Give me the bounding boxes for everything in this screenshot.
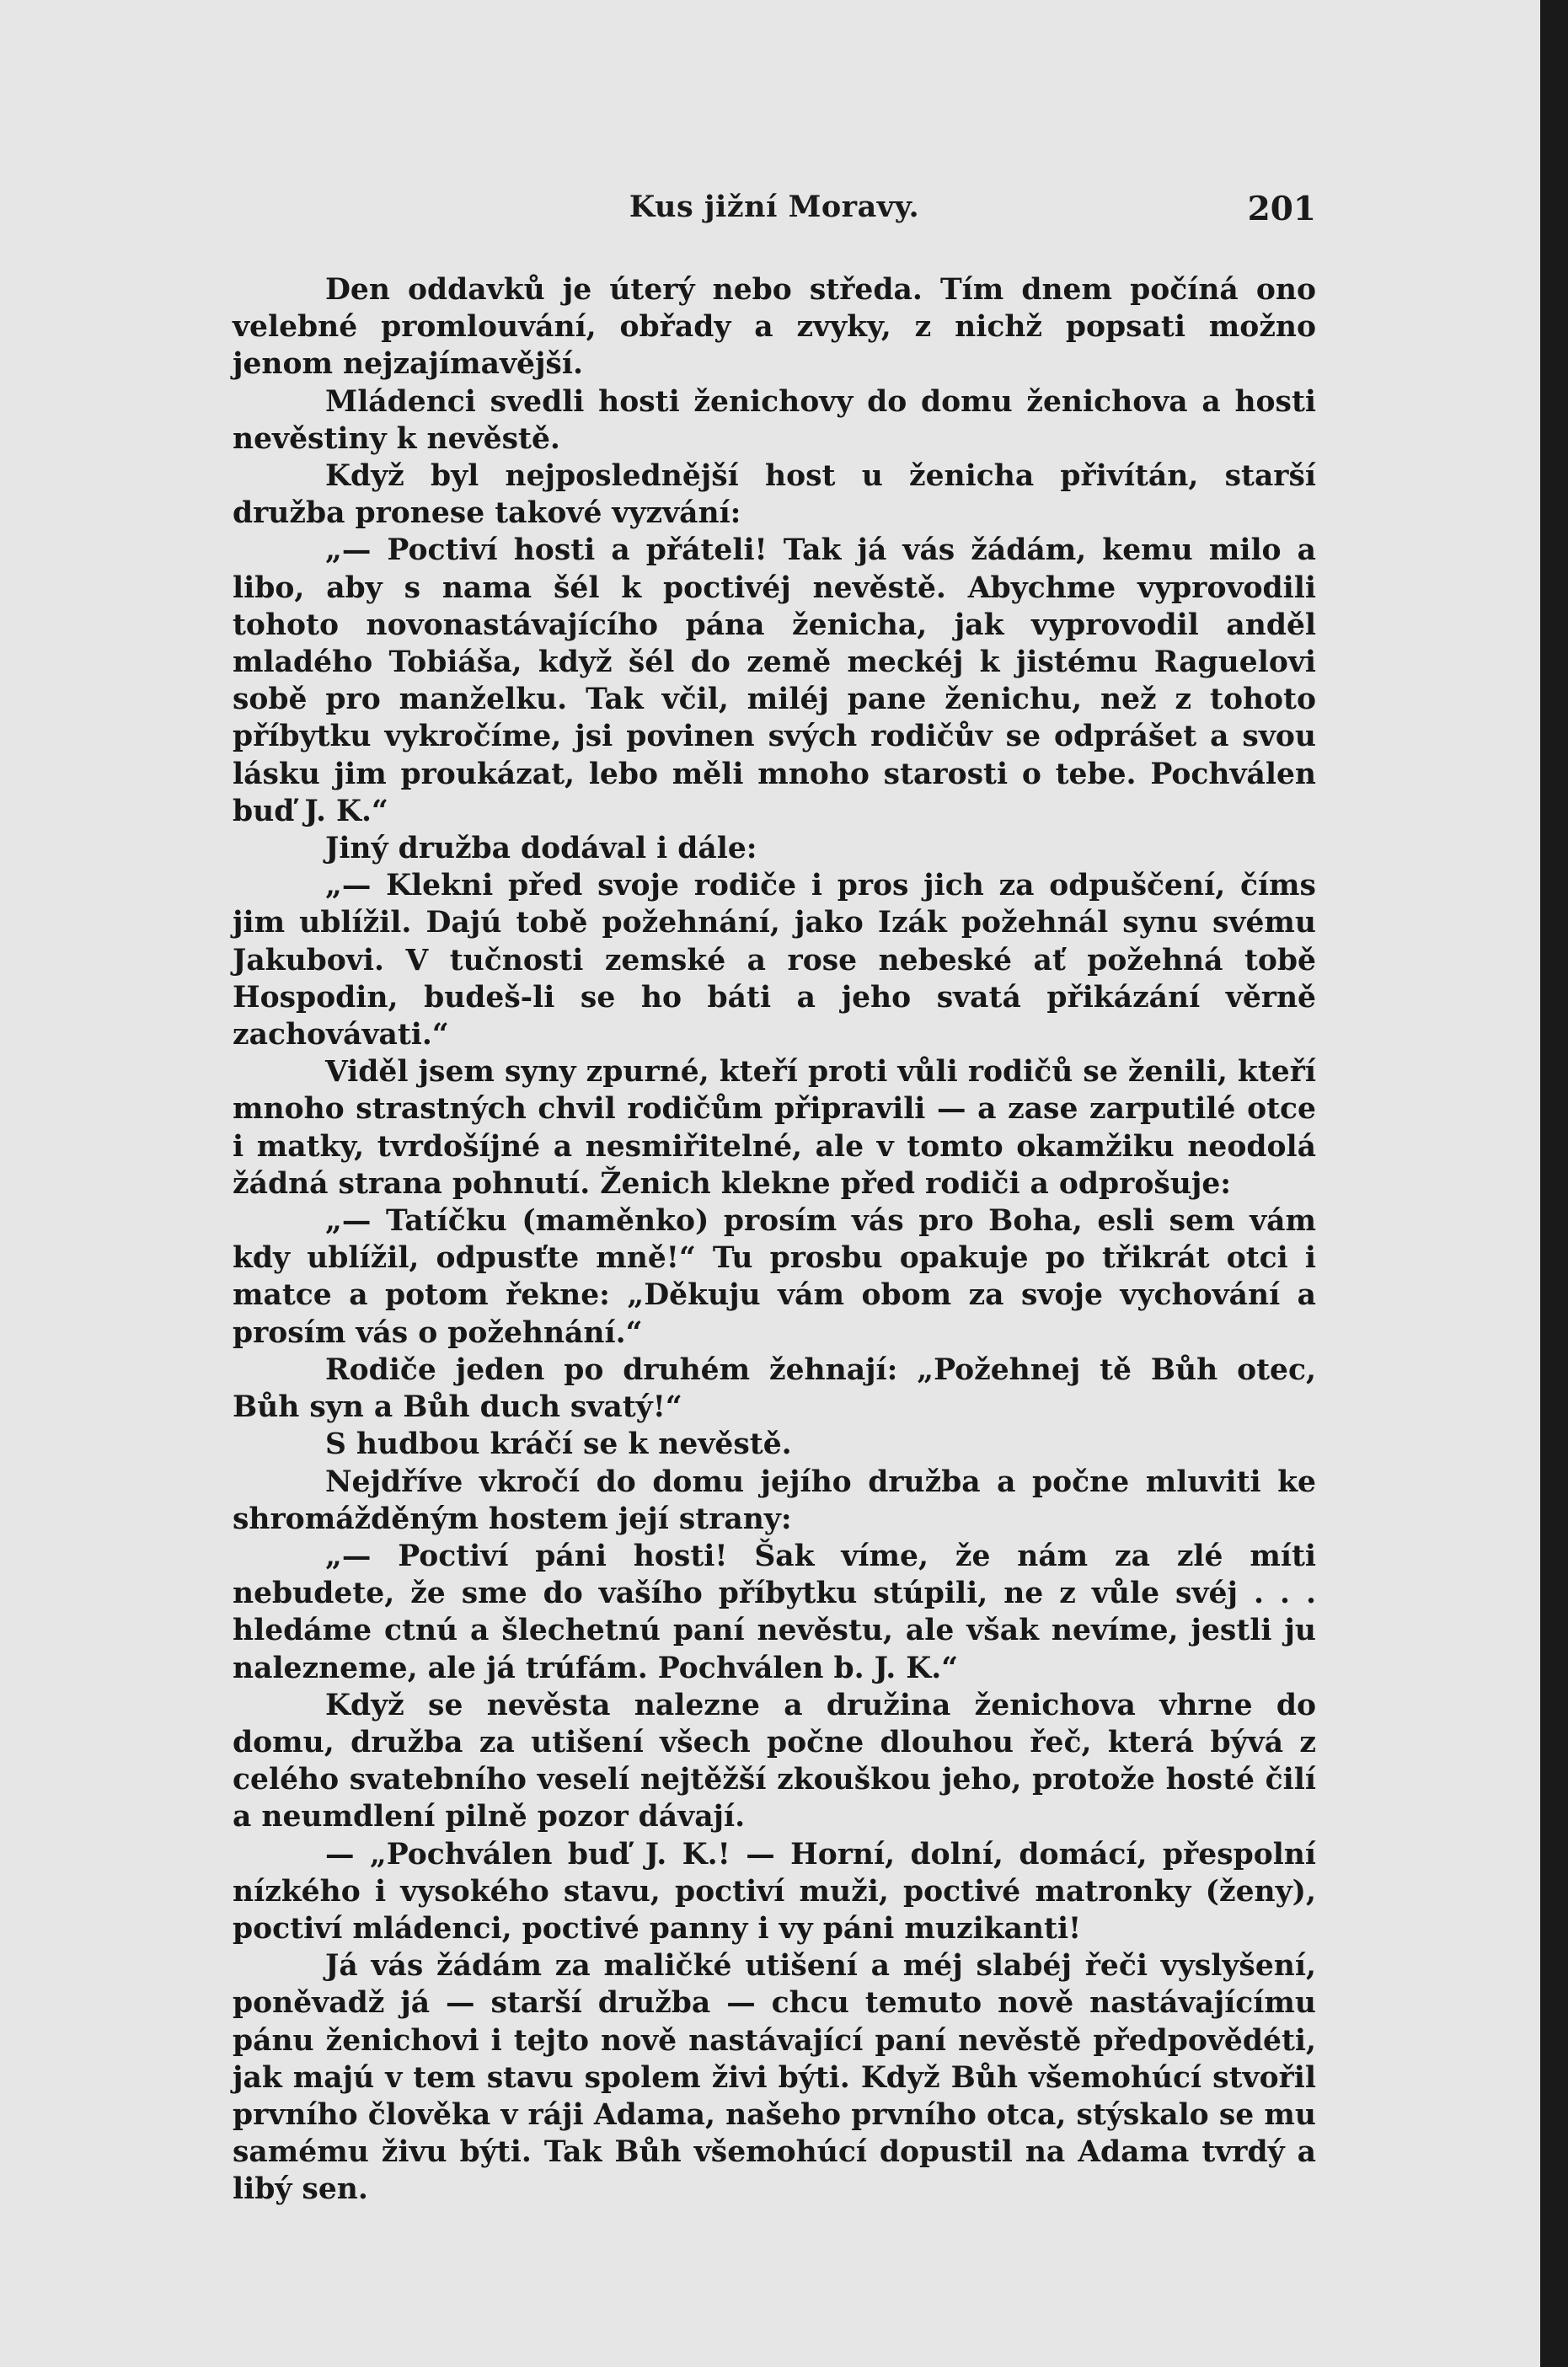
paragraph: Viděl jsem syny zpurné, kteří proti vůli rodičů se ženili, kteří mnoho strastných chvil rodičům připravili — a zase zarputilé otce i matky, tvrdošíjné a nesmiřitelné, ale v tomto okamžiku neodolá žádná strana pohnutí. Ženich klekne před rodiči a odprošuje: (233, 1055, 1316, 1201)
scan-edge-shadow (1540, 0, 1568, 2367)
paragraph: „— Tatíčku (maměnko) prosím vás pro Boha, esli sem vám kdy ublížil, odpusťte mně!“ Tu prosbu opakuje po třikrát otci i matce a potom řekne: „Děkuju vám obom za svoje vychování a prosím vás o požehnání.“ (233, 1204, 1316, 1350)
running-title: Kus jižní Moravy. (629, 190, 920, 224)
paragraph: Když byl nejposlednější host u ženicha přivítán, starší družba pronese takové vyzvání: (233, 459, 1316, 531)
paragraph: Jiný družba dodával i dále: (325, 832, 757, 866)
page-number: 201 (1247, 190, 1316, 228)
paragraph: Rodiče jeden po druhém žehnají: „Požehnej tě Bůh otec, Bůh syn a Bůh duch svatý!“ (233, 1352, 1316, 1425)
paragraph: „— Klekni před svoje rodiče i pros jich za odpuščení, číms jim ublížil. Dajú tobě požehnání, jako Izák požehnál synu svému Jakubovi. V tučnosti zemské a rose nebeské ať požehná tobě Hospodin, budeš-li se ho báti a jeho svatá přikázání věrně zachovávati.“ (233, 869, 1316, 1052)
paragraph: S hudbou kráčí se k nevěstě. (325, 1427, 792, 1462)
paragraph: Den oddavků je úterý nebo středa. Tím dnem počíná ono velebné promlouvání, obřady a zvyky, z nichž popsati možno jenom nejzajímavější. (233, 273, 1316, 382)
paragraph: „— Poctiví hosti a přáteli! Tak já vás žádám, kemu milo a libo, aby s nama šél k poctivéj nevěstě. Abychme vyprovodili tohoto novonastávajícího pána ženicha, jak vyprovodil anděl mladého Tobiáša, když šél do země meckéj k jistému Raguelovi sobě pro manželku. Tak včil, miléj pane ženichu, než z tohoto příbytku vykročíme, jsi povinen svých rodičův se odprášet a svou lásku jim proukázat, lebo měli mnoho starosti o tebe. Pochválen buď J. K.“ (233, 533, 1316, 828)
page-header (233, 190, 1316, 240)
paragraph: „— Poctiví páni hosti! Šak víme, že nám za zlé míti nebudete, že sme do vašího příbytku stúpili, ne z vůle svéj . . . hledáme ctnú a šlechetnú paní nevěstu, ale však nevíme, jestli ju nalezneme, ale já trúfám. Pochválen b. J. K.“ (233, 1539, 1316, 1685)
paragraph: Nejdříve vkročí do domu jejího družba a počne mluviti ke shromážděným hostem její strany: (233, 1465, 1316, 1536)
paragraph: Když se nevěsta nalezne a družina ženichova vhrne do domu, družba za utišení všech počne dlouhou řeč, která bývá z celého svatebního veselí nejtěžší zkouškou jeho, protože hosté čilí a neumdlení pilně pozor dávají. (233, 1688, 1316, 1834)
body-text (233, 271, 1316, 2209)
paragraph: — „Pochválen buď J. K.! — Horní, dolní, domácí, přespolní nízkého i vysokého stavu, poctiví muži, poctivé matronky (ženy), poctiví mládenci, poctivé panny i vy páni muzikanti! (233, 1837, 1316, 1946)
paragraph: Mládenci svedli hosti ženichovy do domu ženichova a hosti nevěstiny k nevěstě. (233, 384, 1316, 456)
paragraph: Já vás žádám za maličké utišení a méj slabéj řeči vyslyšení, poněvadž já — starší družba — chcu temuto nově nastávajícímu pánu ženichovi i tejto nově nastávající paní nevěstě předpovědéti, jak majú v tem stavu spolem živi býti. Když Bůh všemohúcí stvořil prvního člověka v ráji Adama, našeho prvního otca, stýskalo se mu samému živu býti. Tak Bůh všemohúcí dopustil na Adama tvrdý a libý sen. (233, 1949, 1316, 2207)
